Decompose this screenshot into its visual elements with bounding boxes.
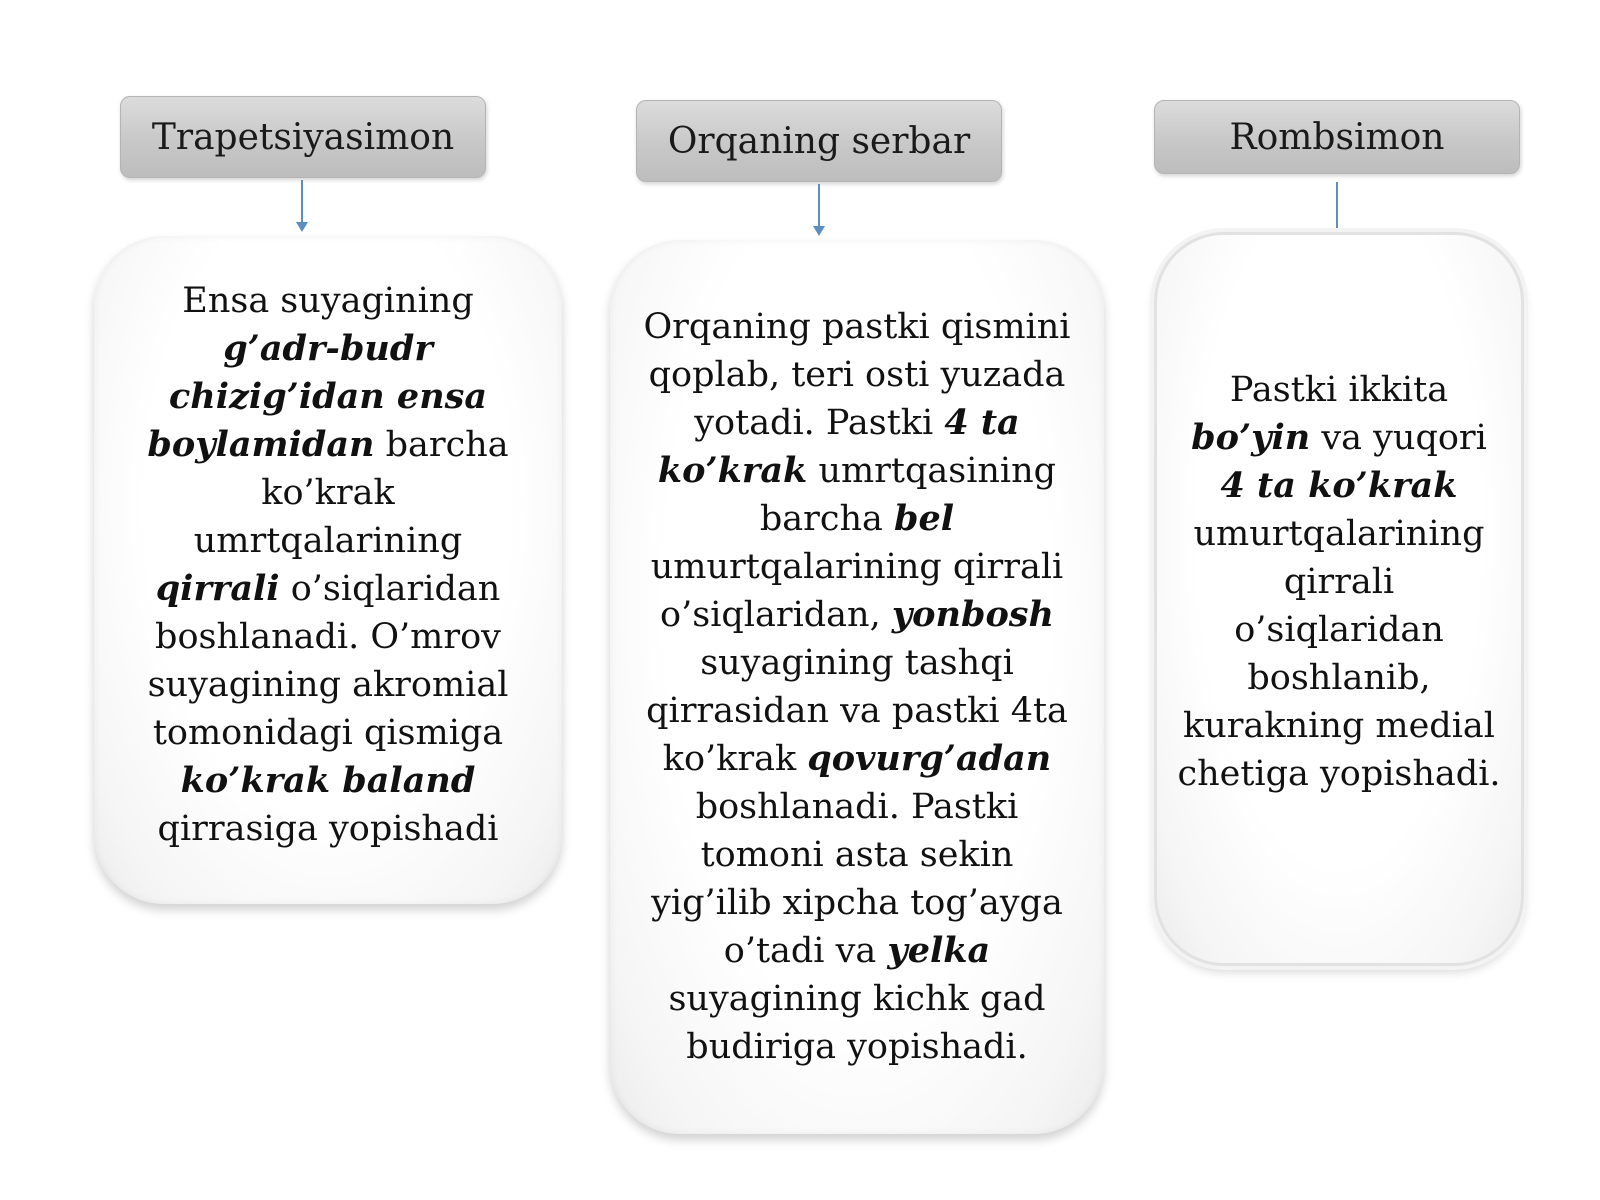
body-text: Pastki ikkita (1229, 370, 1449, 410)
body-text: umrtqasining barcha (759, 451, 1057, 539)
emphasis-text: ko’krak baland (180, 760, 476, 801)
emphasis-text: qirrali (155, 568, 280, 609)
header-label: Rombsimon (1229, 116, 1445, 158)
body-text: umurtqalarining qirrali o’siqlaridan, (650, 547, 1064, 635)
body-text: suyagining tashqi qirrasidan va pastki 4ta ko’krak (646, 643, 1068, 779)
card-text (128, 277, 528, 853)
body-text: Orqaning pastki qismini qoplab, teri osti yuzada yotadi. Pastki (643, 307, 1071, 443)
header-label: Orqaning serbar (667, 120, 971, 162)
emphasis-text: yelka (887, 930, 991, 971)
header-trapetsiyasimon (120, 96, 486, 178)
card-text (642, 303, 1072, 1071)
emphasis-text: bo’yin (1191, 417, 1311, 458)
connector-arrow (301, 180, 303, 224)
body-text: o’siqlaridan boshlanadi. O’mrov suyagining akromial tomonidagi qismiga (147, 569, 509, 753)
connector-arrow (1336, 182, 1338, 232)
body-text: umurtqalarining qirrali o’siqlaridan boshlanib, kurakning medial chetiga yopishadi. (1177, 514, 1501, 794)
emphasis-text: qovurg’adan (807, 738, 1052, 779)
header-orqaning-serbar (636, 100, 1002, 182)
body-text: barcha ko’krak umrtqalarining (193, 425, 509, 561)
card-text (1174, 366, 1504, 798)
card-orqaning-serbar (610, 240, 1104, 1134)
emphasis-text: bel (894, 498, 955, 539)
card-rombsimon (1154, 232, 1524, 966)
emphasis-text: 4 ta ko’krak (657, 402, 1020, 491)
body-text: qirrasiga yopishadi (157, 809, 499, 849)
body-text: boshlanadi. Pastki tomoni asta sekin yig’ilib xipcha tog’ayga o’tadi va (651, 787, 1063, 971)
body-text: suyagining kichk gad budiriga yopishadi. (668, 979, 1046, 1067)
body-text: Ensa suyagining (182, 281, 474, 321)
header-rombsimon (1154, 100, 1520, 174)
emphasis-text: 4 ta ko’krak (1220, 465, 1458, 506)
card-trapetsiyasimon (94, 236, 562, 904)
body-text: va yuqori (1310, 418, 1487, 458)
emphasis-text: g’adr-budr chizig’idan ensa boylamidan (147, 328, 488, 465)
header-label: Trapetsiyasimon (151, 116, 455, 158)
emphasis-text: yonbosh (891, 594, 1054, 635)
connector-arrow (818, 184, 820, 228)
